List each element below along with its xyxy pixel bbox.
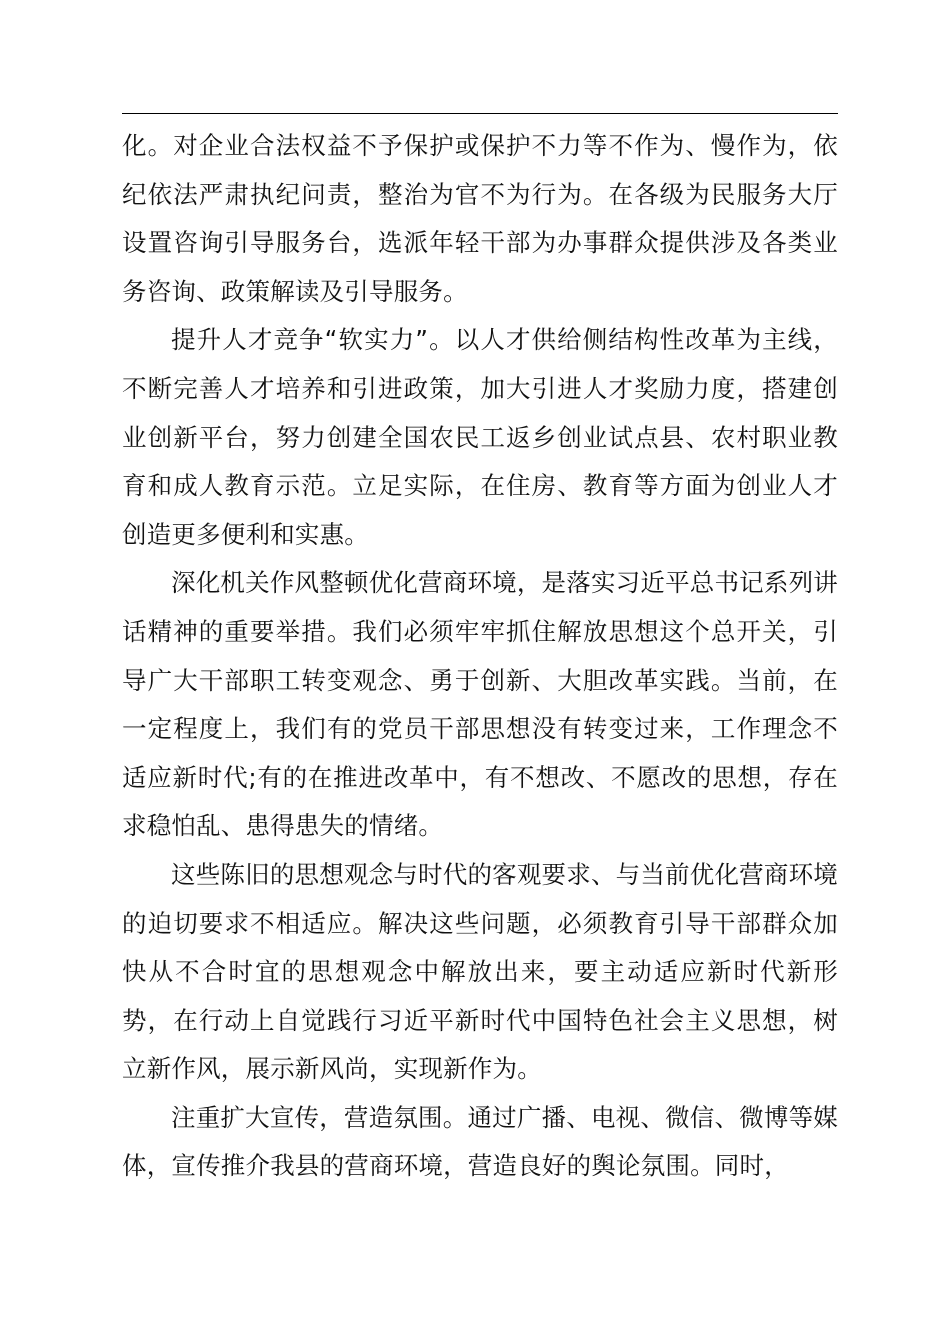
- paragraph-publicity: 注重扩大宣传，营造氛围。通过广播、电视、微信、微博等媒体，宣传推介我县的营商环境，营造良好的舆论氛围。同时，: [122, 1102, 838, 1181]
- paragraph-work-style: 深化机关作风整顿优化营商环境，是落实习近平总书记系列讲话精神的重要举措。我们必须牢牢抓住解放思想这个总开关，引导广大干部职工转变观念、勇于创新、大胆改革实践。当前，在一定程度上，我们有的党员干部思想没有转变过来，工作理念不适应新时代;有的在推进改革中，有不想改、不愿改的思想，存在求稳怕乱、患得患失的情绪。: [122, 568, 838, 841]
- paragraph-old-ideas: 这些陈旧的思想观念与时代的客观要求、与当前优化营商环境的迫切要求不相适应。解决这些问题，必须教育引导干部群众加快从不合时宜的思想观念中解放出来，要主动适应新时代新形势，在行动上自觉践行习近平新时代中国特色社会主义思想，树立新作风，展示新风尚，实现新作为。: [122, 859, 838, 1084]
- body-text: [122, 122, 838, 1191]
- header-rule: [122, 113, 838, 114]
- paragraph-talent: 提升人才竞争“软实力”。以人才供给侧结构性改革为主线，不断完善人才培养和引进政策，加大引进人才奖励力度，搭建创业创新平台，努力创建全国农民工返乡创业试点县、农村职业教育和成人教育示范。立足实际，在住房、教育等方面为创业人才创造更多便利和实惠。: [122, 325, 838, 549]
- paragraph-continuation: 化。对企业合法权益不予保护或保护不力等不作为、慢作为，依纪依法严肃执纪问责，整治为官不为行为。在各级为民服务大厅设置咨询引导服务台，选派年轻干部为办事群众提供涉及各类业务咨询、政策解读及引导服务。: [122, 131, 838, 306]
